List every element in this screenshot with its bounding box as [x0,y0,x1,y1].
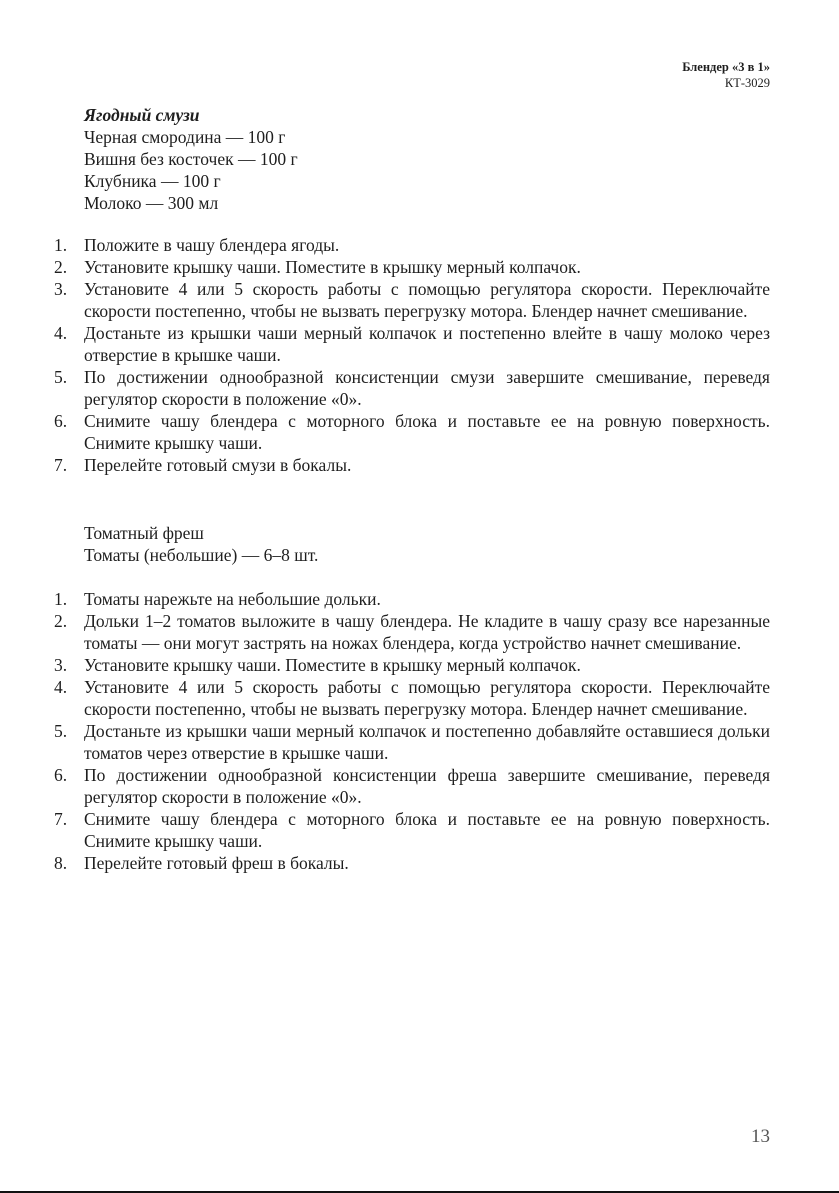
step-item [54,654,770,676]
step-text: Достаньте из крышки чаши мерный колпачок и постепенно влейте в чашу молоко через отверстие в крышке чаши. [84,323,770,365]
step-text: Установите крышку чаши. Поместите в крышку мерный колпачок. [84,655,581,675]
step-item [54,256,770,278]
step-item [54,852,770,874]
step-item [54,278,770,322]
recipe-title: Томатный фреш [84,523,204,543]
step-number: 7. [54,809,68,829]
step-text: Перелейте готовый фреш в бокалы. [84,853,349,873]
step-item [54,366,770,410]
step-item [54,764,770,808]
step-number: 5. [54,367,68,387]
step-text: Снимите чашу блендера с моторного блока и поставьте ее на ровную поверхность. Снимите крышку чаши. [84,411,770,453]
ingredient-item: Клубника — 100 г [84,171,221,191]
ingredient-list [84,126,784,214]
step-text: По достижении однообразной консистенции смузи завершите смешивание, переведя регулятор скорости в положение «0». [84,367,770,409]
step-number: 2. [54,611,68,631]
step-text: Достаньте из крышки чаши мерный колпачок и постепенно добавляйте оставшиеся дольки томатов через отверстие в крышке чаши. [84,721,770,763]
recipe-steps-smoothie [54,234,770,476]
step-item [54,808,770,852]
ingredient-list [84,544,784,566]
step-text: Перелейте готовый смузи в бокалы. [84,455,352,475]
ingredient-item: Черная смородина — 100 г [84,127,286,147]
step-item [54,610,770,654]
step-number: 4. [54,323,68,343]
page-header [682,59,770,91]
step-number: 2. [54,257,68,277]
step-number: 1. [54,235,68,255]
step-text: Снимите чашу блендера с моторного блока и поставьте ее на ровную поверхность. Снимите крышку чаши. [84,809,770,851]
ingredient-item: Томаты (небольшие) — 6–8 шт. [84,545,319,565]
recipe-berry-smoothie [84,104,784,214]
step-number: 5. [54,721,68,741]
header-model-number: КТ-3029 [724,76,770,90]
step-text: Положите в чашу блендера ягоды. [84,235,340,255]
step-number: 7. [54,455,68,475]
step-item [54,322,770,366]
step-text: Дольки 1–2 томатов выложите в чашу блендера. Не кладите в чашу сразу все нарезанные томаты — они могут застрять на ножах блендера, когда устройство начнет смешивание. [84,611,770,653]
recipe-tomato-fresh [84,522,784,566]
step-text: Установите 4 или 5 скорость работы с помощью регулятора скорости. Переключайте скорости постепенно, чтобы не вызвать перегрузку мотора. Блендер начнет смешивание. [84,279,770,321]
step-number: 3. [54,655,68,675]
header-product-title: Блендер «3 в 1» [682,60,770,74]
step-item [54,454,770,476]
step-text: Томаты нарежьте на небольшие дольки. [84,589,381,609]
step-number: 6. [54,411,68,431]
step-number: 6. [54,765,68,785]
step-item [54,588,770,610]
step-number: 8. [54,853,68,873]
step-item [54,410,770,454]
ingredient-item: Вишня без косточек — 100 г [84,149,298,169]
step-text: Установите крышку чаши. Поместите в крышку мерный колпачок. [84,257,581,277]
step-text: По достижении однообразной консистенции фреша завершите смешивание, переведя регулятор скорости в положение «0». [84,765,770,807]
step-item [54,720,770,764]
step-text: Установите 4 или 5 скорость работы с помощью регулятора скорости. Переключайте скорости постепенно, чтобы не вызвать перегрузку мотора. Блендер начнет смешивание. [84,677,770,719]
ingredient-item: Молоко — 300 мл [84,193,219,213]
step-item [54,234,770,256]
step-item [54,676,770,720]
recipe-steps-tomato [54,588,770,874]
step-number: 1. [54,589,68,609]
step-number: 3. [54,279,68,299]
page-number: 13 [751,1126,770,1147]
recipe-title: Ягодный смузи [84,105,200,125]
step-number: 4. [54,677,68,697]
